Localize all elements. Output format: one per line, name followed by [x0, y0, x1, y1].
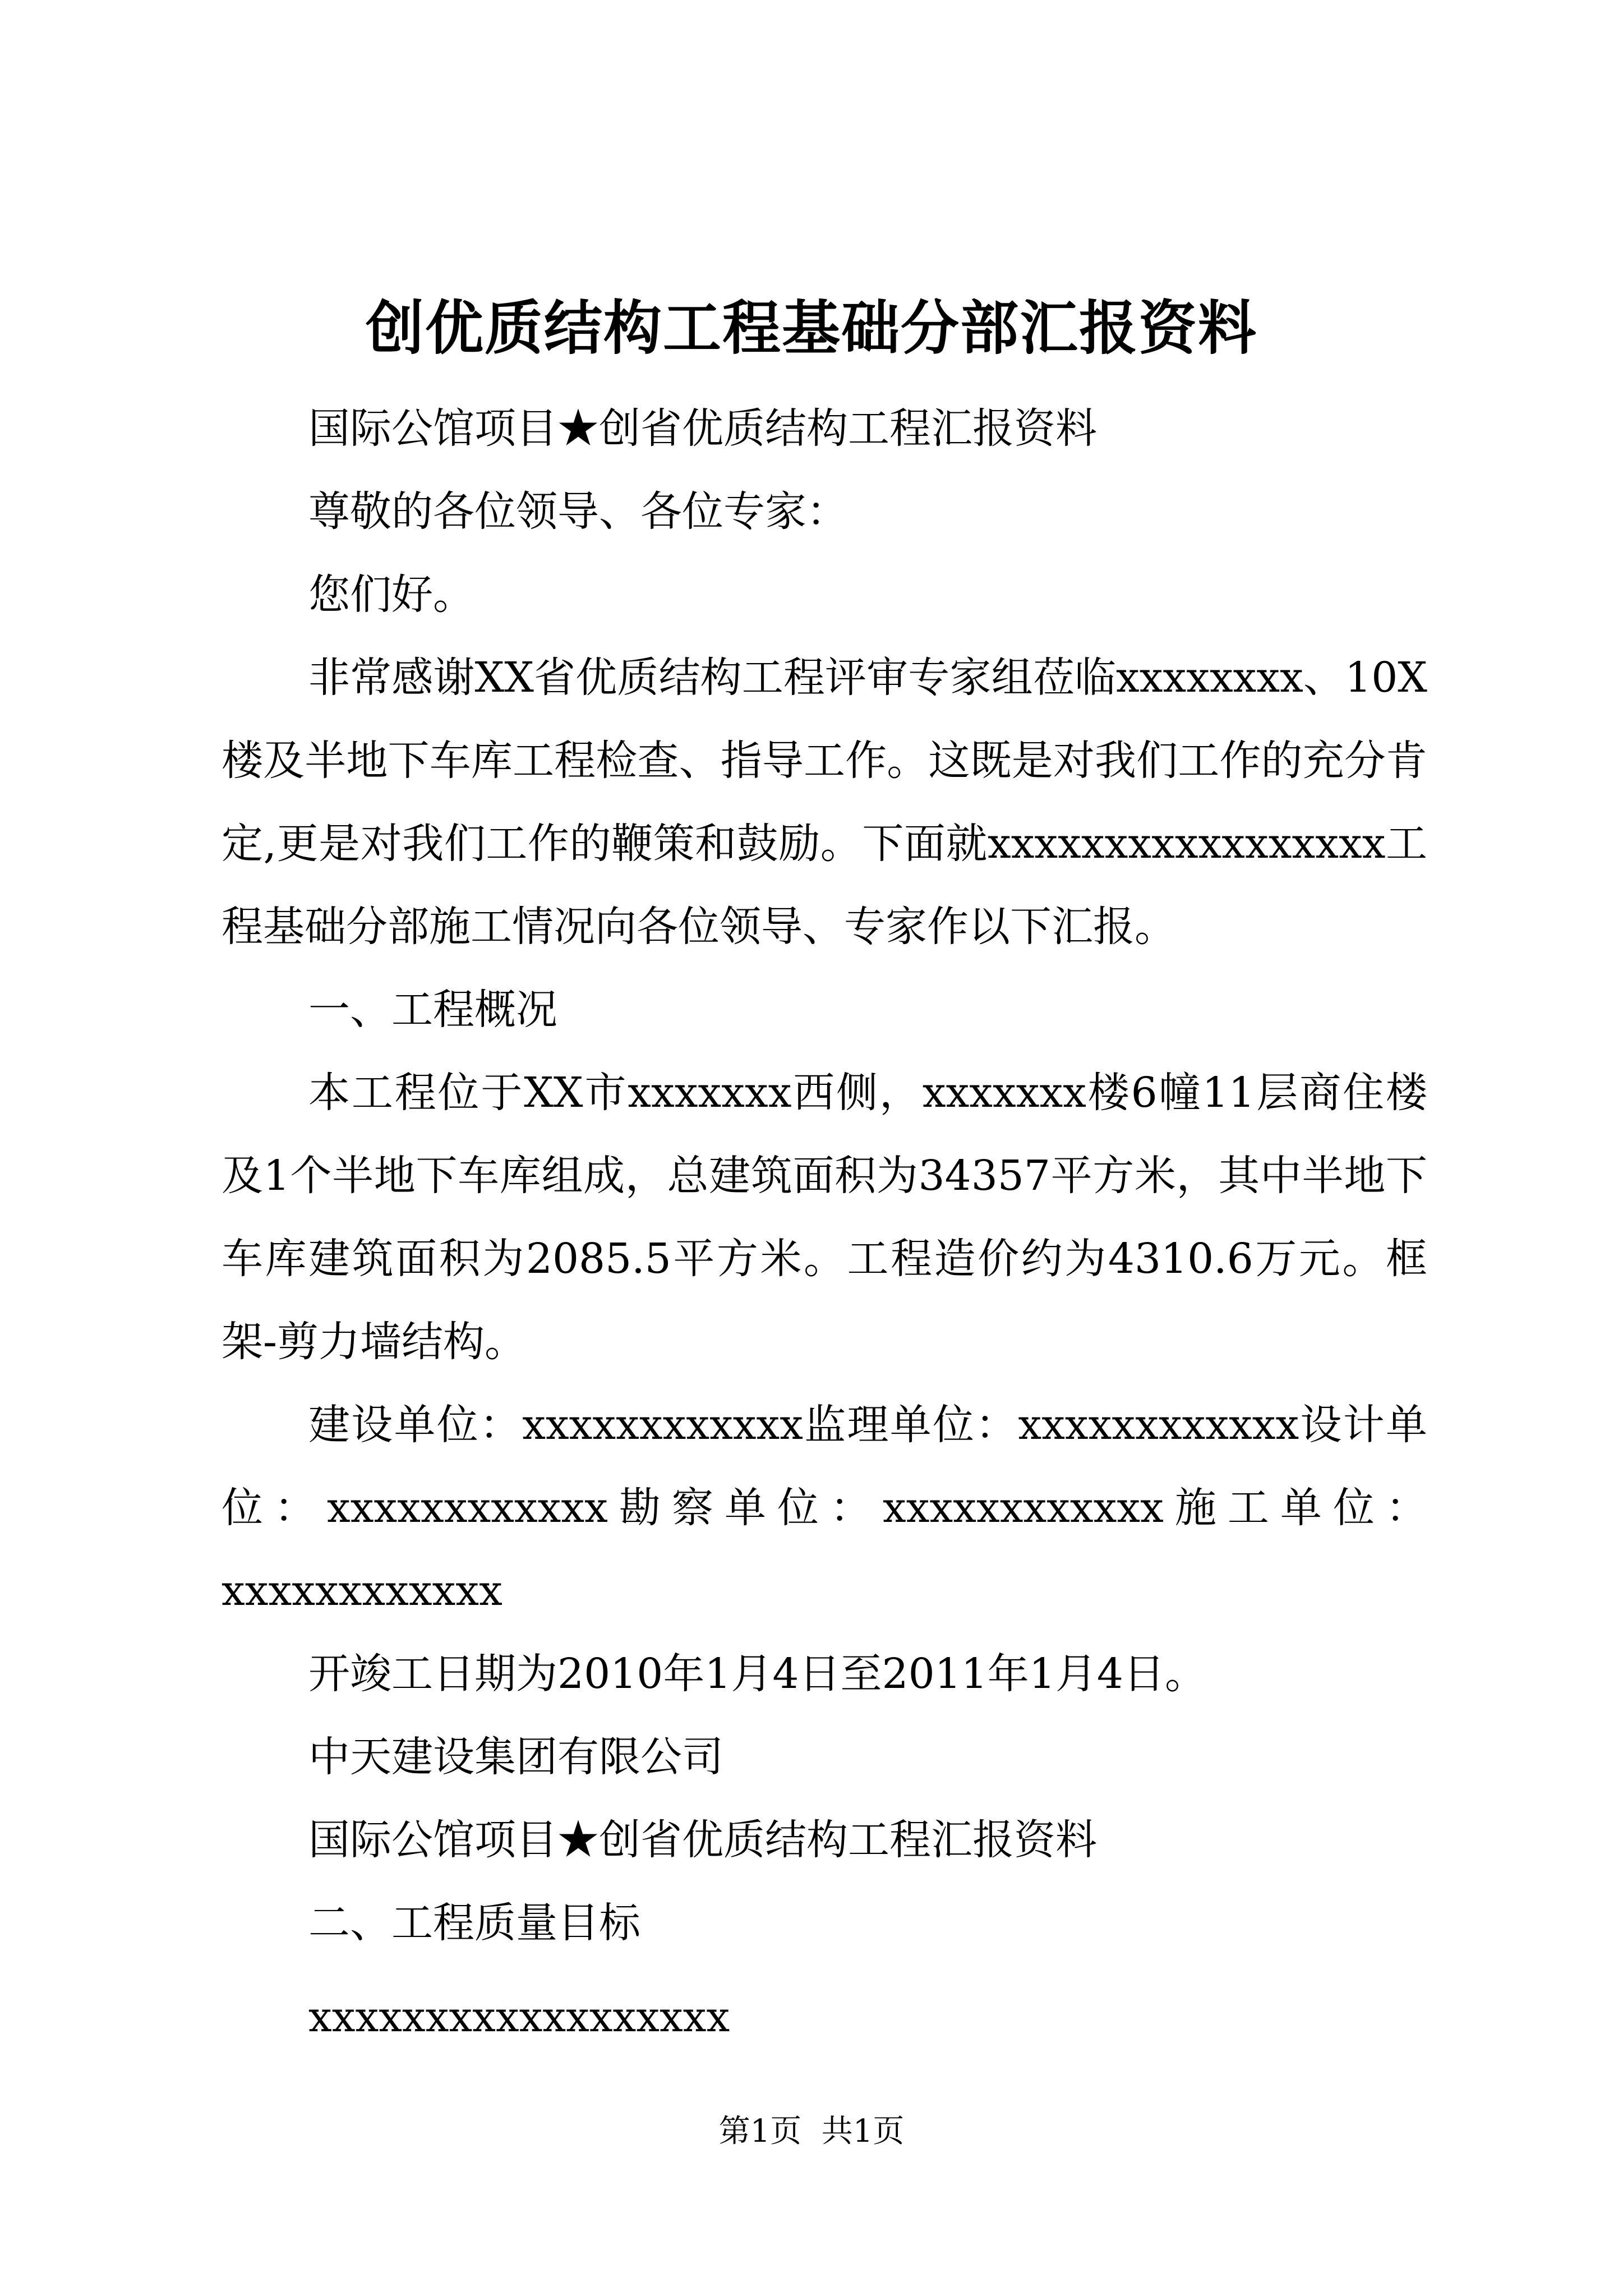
document-body — [222, 387, 1427, 2059]
greeting: 您们好。 — [308, 570, 474, 619]
section-heading-overview: 一、工程概况 — [308, 986, 557, 1034]
overview-paragraph: 本工程位于XX市xxxxxxx西侧，xxxxxxx楼6幢11层商住楼及1个半地下车库组成，总建筑面积为34357平方米，其中半地下车库建筑面积为2085.5平方米。工程造价约为4310.6万元。框架-剪力墙结构。 — [222, 1069, 1427, 1366]
units-paragraph: 建设单位：xxxxxxxxxxxx监理单位：xxxxxxxxxxxx设计单位：xxxxxxxxxxxx勘察单位：xxxxxxxxxxxx施工单位：xxxxxxxxxxxx — [222, 1401, 1427, 1615]
page-footer: 第1页 共1页 — [718, 2113, 905, 2150]
schedule-paragraph: 开竣工日期为2010年1月4日至2011年1月4日。 — [308, 1650, 1206, 1698]
salutation: 尊敬的各位领导、各位专家： — [308, 487, 848, 536]
intro-paragraph: 非常感谢XX省优质结构工程评审专家组莅临xxxxxxxx、10X楼及半地下车库工程检查、指导工作。这既是对我们工作的充分肯定,更是对我们工作的鞭策和鼓励。下面就xxxxxxxxxxxxxxxxx工程基础分部施工情况向各位领导、专家作以下汇报。 — [222, 654, 1427, 951]
company-name: 中天建设集团有限公司 — [308, 1733, 723, 1781]
quality-goal-text: xxxxxxxxxxxxxxxxxx — [308, 1993, 730, 2041]
project-heading: 国际公馆项目★创省优质结构工程汇报资料 — [308, 404, 1097, 453]
project-heading-repeat: 国际公馆项目★创省优质结构工程汇报资料 — [308, 1816, 1097, 1864]
document-title: 创优质结构工程基础分部汇报资料 — [365, 293, 1257, 362]
section-heading-quality-goal: 二、工程质量目标 — [308, 1899, 640, 1947]
